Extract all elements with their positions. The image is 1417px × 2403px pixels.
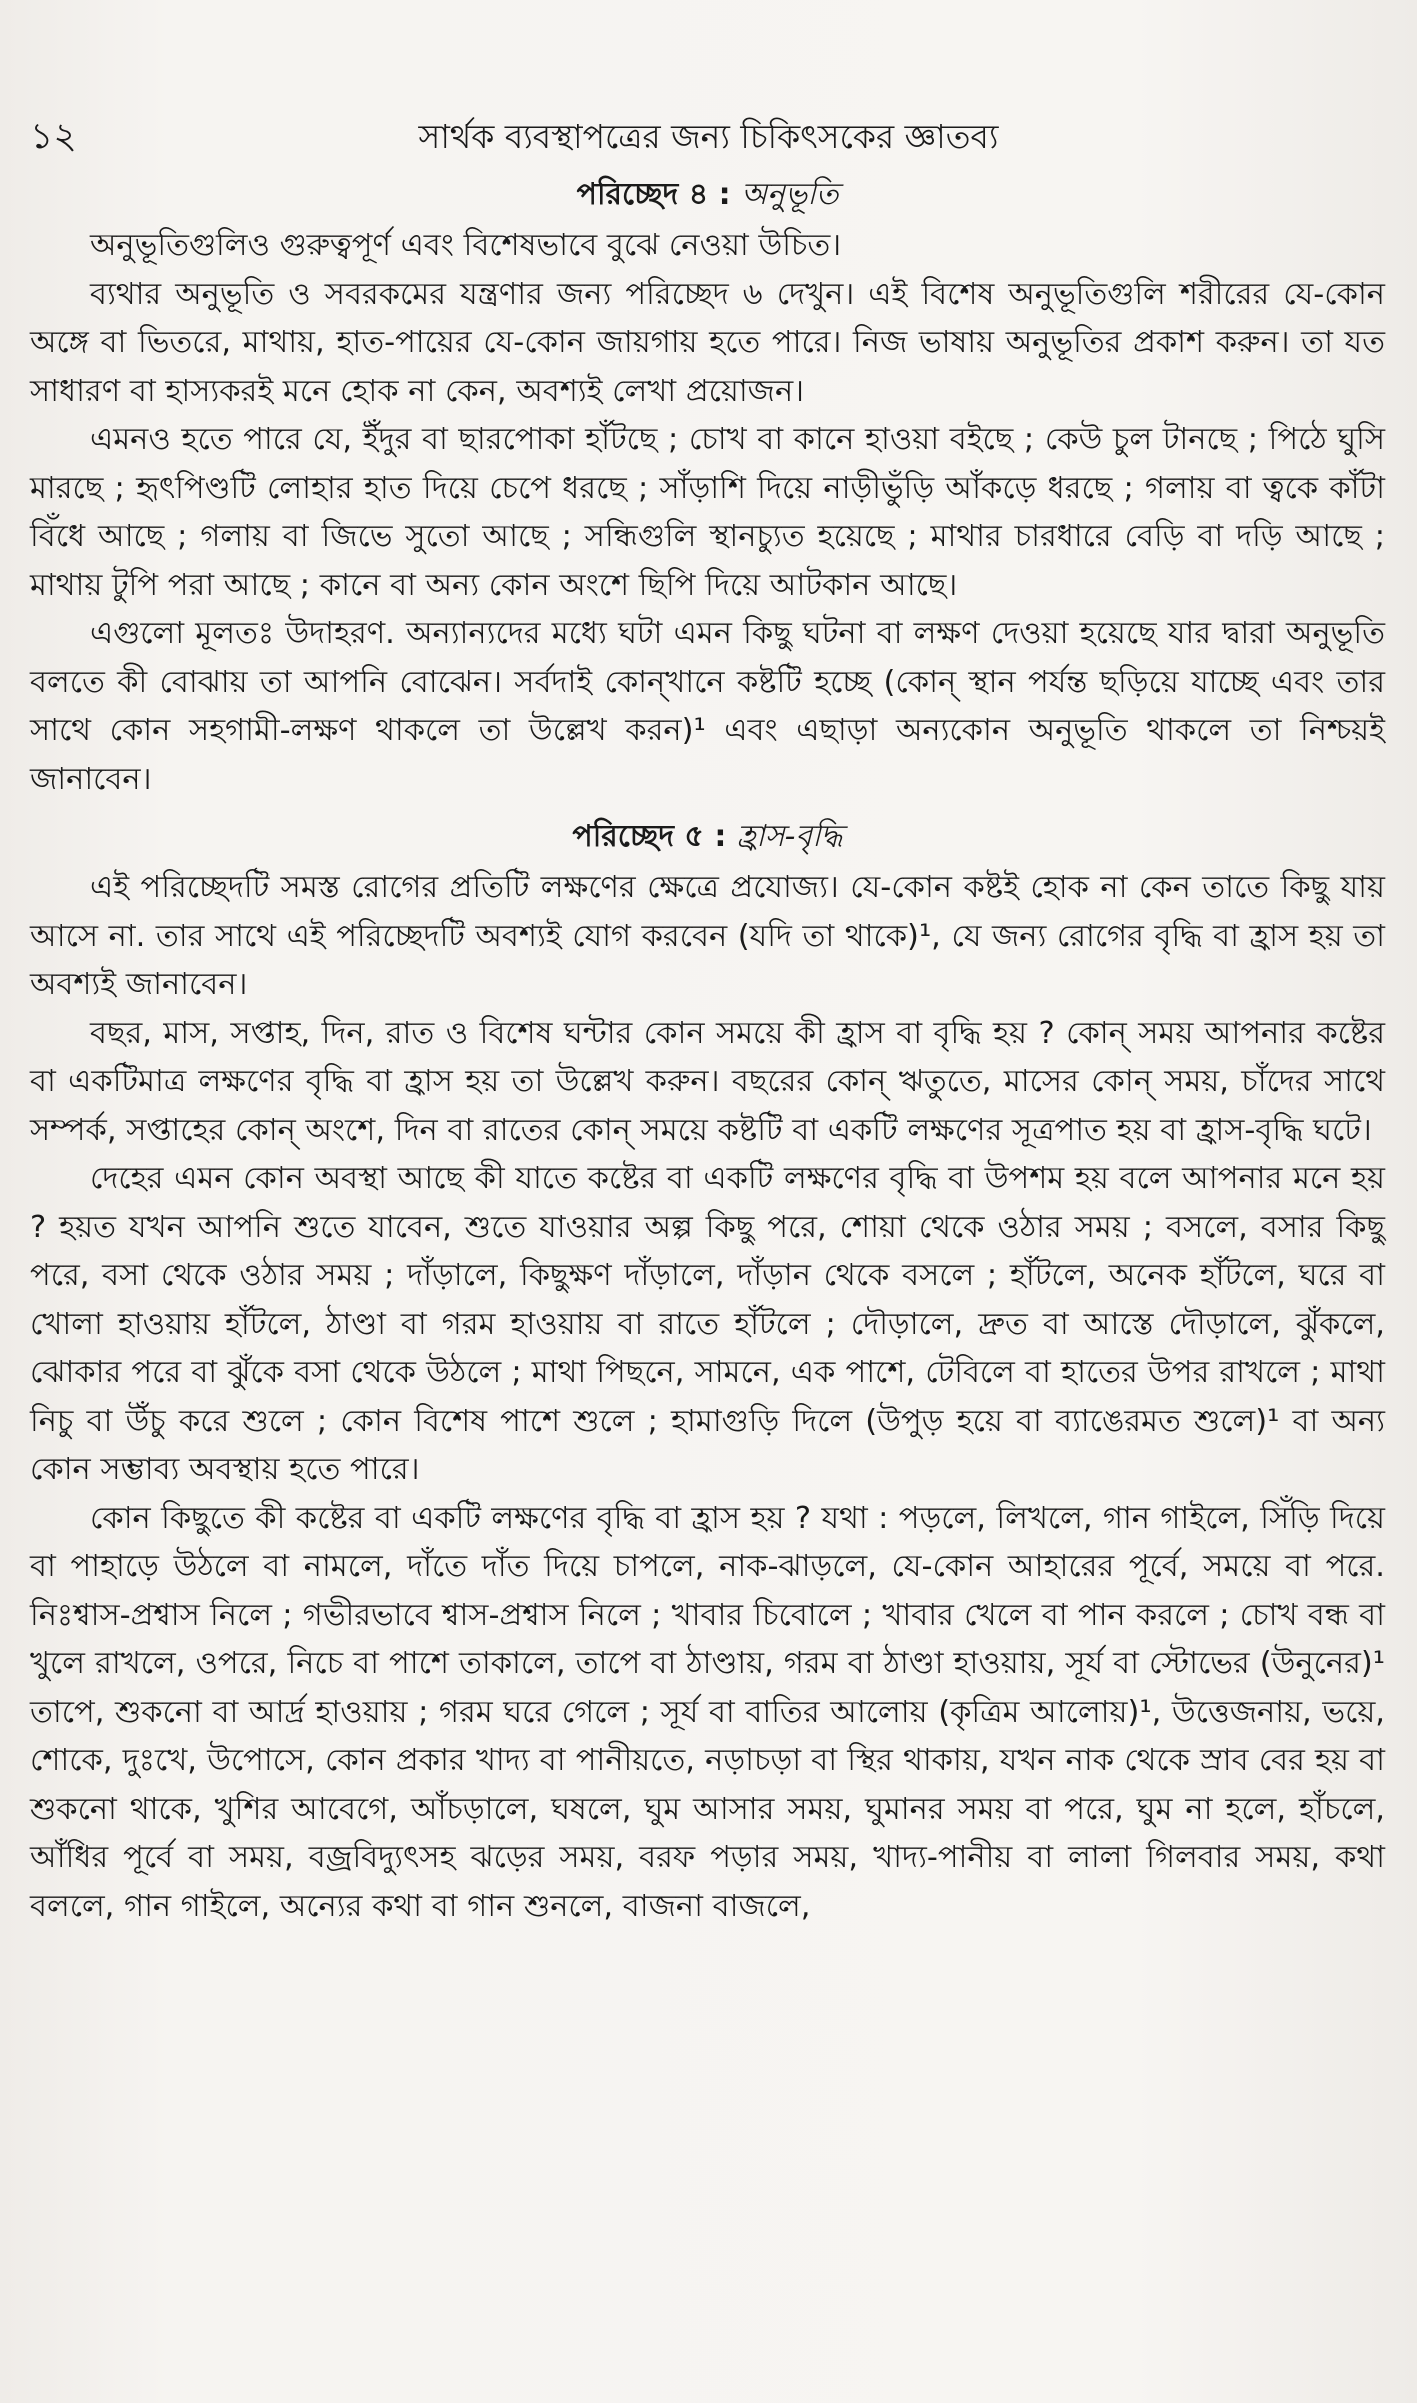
page-header <box>30 112 1387 162</box>
section-heading-4 <box>30 172 1385 218</box>
paragraph: এগুলো মূলতঃ উদাহরণ. অন্যান্যদের মধ্যে ঘটা এমন কিছু ঘটনা বা লক্ষণ দেওয়া হয়েছে যার দ্বারা অনুভূতি বলতে কী বোঝায় তা আপনি বোঝেন। সর্বদাই কোন্খানে কষ্টটি হচ্ছে (কোন্ স্থান পর্যন্ত ছড়িয়ে যাচ্ছে এবং তার সাথে কোন সহগামী-লক্ষণ থাকলে তা উল্লেখ করন)¹ এবং এছাড়া অন্যকোন অনুভূতি থাকলে তা নিশ্চয়ই জানাবেন। <box>30 616 1385 797</box>
page-content <box>30 172 1385 1931</box>
paragraph: ব্যথার অনুভূতি ও সবরকমের যন্ত্রণার জন্য পরিচ্ছেদ ৬ দেখুন। এই বিশেষ অনুভূতিগুলি শরীরের যে-কোন অঙ্গে বা ভিতরে, মাথায়, হাত-পায়ের যে-কোন জায়গায় হতে পারে। নিজ ভাষায় অনুভূতির প্রকাশ করুন। তা যত সাধারণ বা হাস্যকরই মনে হোক না কেন, অবশ্যই লেখা প্রয়োজন। <box>30 276 1385 409</box>
paragraph: কোন কিছুতে কী কষ্টের বা একটি লক্ষণের বৃদ্ধি বা হ্রাস হয় ? যথা : পড়লে, লিখলে, গান গাইলে, সিঁড়ি দিয়ে বা পাহাড়ে উঠলে বা নামলে, দাঁতে দাঁত দিয়ে চাপলে, নাক-ঝাড়লে, যে-কোন আহারের পূর্বে, সময়ে বা পরে. নিঃশ্বাস-প্রশ্বাস নিলে ; গভীরভাবে শ্বাস-প্রশ্বাস নিলে ; খাবার চিবোলে ; খাবার খেলে বা পান করলে ; চোখ বন্ধ বা খুলে রাখলে, ওপরে, নিচে বা পাশে তাকালে, তাপে বা ঠাণ্ডায়, গরম বা ঠাণ্ডা হাওয়ায়, সূর্য বা স্টোভের (উনুনের)¹ তাপে, শুকনো বা আর্দ্র হাওয়ায় ; গরম ঘরে গেলে ; সূর্য বা বাতির আলোয় (কৃত্রিম আলোয়)¹, উত্তেজনায়, ভয়ে, শোকে, দুঃখে, উপোসে, কোন প্রকার খাদ্য বা পানীয়তে, নড়াচড়া বা স্থির থাকায়, যখন নাক থেকে স্রাব বের হয় বা শুকনো থাকে, খুশির আবেগে, আঁচড়ালে, ঘষলে, ঘুম আসার সময়, ঘুমানর সময় বা পরে, ঘুম না হলে, হাঁচলে, আঁধির পূর্বে বা সময়, বজ্রবিদ্যুৎসহ ঝড়ের সময়, বরফ পড়ার সময়, খাদ্য-পানীয় বা লালা গিলবার সময়, কথা বললে, গান গাইলে, অন্যের কথা বা গান শুনলে, বাজনা বাজলে, <box>30 1500 1385 1924</box>
paragraph: এমনও হতে পারে যে, ইঁদুর বা ছারপোকা হাঁটছে ; চোখ বা কানে হাওয়া বইছে ; কেউ চুল টানছে ; পিঠে ঘুসি মারছে ; হৃৎপিণ্ডটি লোহার হাত দিয়ে চেপে ধরছে ; সাঁড়াশি দিয়ে নাড়ীভুঁড়ি আঁকড়ে ধরছে ; গলায় বা ত্বকে কাঁটা বিঁধে আছে ; গলায় বা জিভে সুতো আছে ; সন্ধিগুলি স্থানচ্যুত হয়েছে ; মাথার চারধারে বেড়ি বা দড়ি আছে ; মাথায় টুপি পরা আছে ; কানে বা অন্য কোন অংশে ছিপি দিয়ে আটকান আছে। <box>30 422 1385 603</box>
page-number: ১২ <box>30 116 77 157</box>
paragraph: দেহের এমন কোন অবস্থা আছে কী যাতে কষ্টের বা একটি লক্ষণের বৃদ্ধি বা উপশম হয় বলে আপনার মনে হয় ? হয়ত যখন আপনি শুতে যাবেন, শুতে যাওয়ার অল্প কিছু পরে, শোয়া থেকে ওঠার সময় ; বসলে, বসার কিছু পরে, বসা থেকে ওঠার সময় ; দাঁড়ালে, কিছুক্ষণ দাঁড়ালে, দাঁড়ান থেকে বসলে ; হাঁটলে, অনেক হাঁটলে, ঘরে বা খোলা হাওয়ায় হাঁটলে, ঠাণ্ডা বা গরম হাওয়ায় বা রাতে হাঁটলে ; দৌড়ালে, দ্রুত বা আস্তে দৌড়ালে, ঝুঁকলে, ঝোকার পরে বা ঝুঁকে বসা থেকে উঠলে ; মাথা পিছনে, সামনে, এক পাশে, টেবিলে বা হাতের উপর রাখলে ; মাথা নিচু বা উঁচু করে শুলে ; কোন বিশেষ পাশে শুলে ; হামাগুড়ি দিলে (উপুড় হয়ে বা ব্যাঙেরমত শুলে)¹ বা অন্য কোন সম্ভাব্য অবস্থায় হতে পারে। <box>30 1161 1385 1487</box>
section-heading-prefix: পরিচ্ছেদ ৪ : <box>576 177 742 212</box>
paragraph: বছর, মাস, সপ্তাহ, দিন, রাত ও বিশেষ ঘন্টার কোন সময়ে কী হ্রাস বা বৃদ্ধি হয় ? কোন্ সময় আপনার কষ্টের বা একটিমাত্র লক্ষণের বৃদ্ধি বা হ্রাস হয় তা উল্লেখ করুন। বছরের কোন্ ঋতুতে, মাসের কোন্ সময়, চাঁদের সাথে সম্পর্ক, সপ্তাহের কোন্ অংশে, দিন বা রাতের কোন্ সময়ে কষ্টটি বা একটি লক্ষণের সূত্রপাত হয় বা হ্রাস-বৃদ্ধি ঘটে। <box>30 1015 1385 1148</box>
section-heading-title: হ্রাস-বৃদ্ধি <box>736 819 843 854</box>
paragraph: অনুভূতিগুলিও গুরুত্বপূর্ণ এবং বিশেষভাবে বুঝে নেওয়া উচিত। <box>90 228 842 263</box>
paragraph: এই পরিচ্ছেদটি সমস্ত রোগের প্রতিটি লক্ষণের ক্ষেত্রে প্রযোজ্য। যে-কোন কষ্টই হোক না কেন তাতে কিছু যায় আসে না. তার সাথে এই পরিচ্ছেদটি অবশ্যই যোগ করবেন (যদি তা থাকে)¹, যে জন্য রোগের বৃদ্ধি বা হ্রাস হয় তা অবশ্যই জানাবেন। <box>30 870 1385 1002</box>
section-heading-title: অনুভূতি <box>741 177 839 212</box>
section-heading-5 <box>30 814 1385 860</box>
running-title: সার্থক ব্যবস্থাপত্রের জন্য চিকিৎসকের জ্ঞাতব্য <box>418 117 999 156</box>
section-heading-prefix: পরিচ্ছেদ ৫ : <box>572 819 737 854</box>
